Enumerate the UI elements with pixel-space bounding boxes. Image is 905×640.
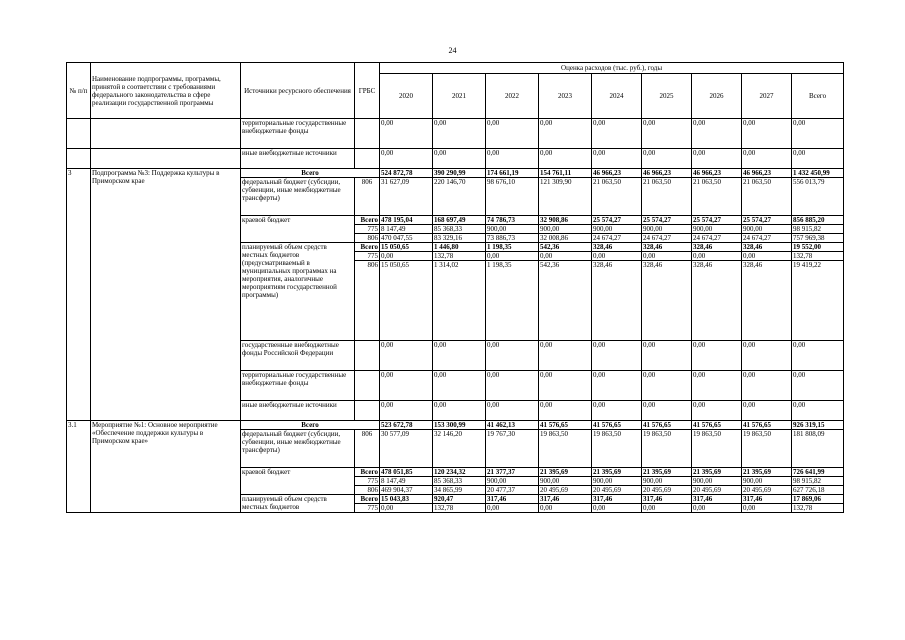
value-cell: 0,00 — [642, 149, 692, 169]
value-cell: 15 050,65 — [380, 243, 433, 252]
value-cell: 900,00 — [486, 225, 539, 234]
value-cell: 46 966,23 — [642, 169, 692, 178]
value-cell: 523 672,78 — [380, 421, 433, 430]
grbs-cell — [355, 401, 380, 421]
value-cell: 98 915,82 — [792, 225, 844, 234]
value-cell: 20 477,37 — [486, 486, 539, 495]
value-cell: 0,00 — [433, 341, 486, 371]
value-cell: 900,00 — [642, 225, 692, 234]
value-cell: 0,00 — [486, 341, 539, 371]
value-cell: 900,00 — [742, 477, 792, 486]
source-cell: краевой бюджет — [241, 468, 355, 495]
value-cell: 8 147,49 — [380, 477, 433, 486]
value-cell: 20 495,69 — [539, 486, 592, 495]
value-cell: 524 872,78 — [380, 169, 433, 178]
value-cell: 0,00 — [642, 401, 692, 421]
table-row — [67, 149, 844, 169]
value-cell: 0,00 — [792, 341, 844, 371]
value-cell: 20 495,69 — [592, 486, 642, 495]
header-source: Источники ресурсного обеспечения — [241, 63, 355, 119]
value-cell: 900,00 — [539, 225, 592, 234]
grbs-cell — [355, 149, 380, 169]
value-cell: 0,00 — [742, 119, 792, 149]
value-cell: 470 047,55 — [380, 234, 433, 243]
value-cell: 121 309,90 — [539, 178, 592, 216]
value-cell: 390 290,99 — [433, 169, 486, 178]
budget-table — [66, 62, 844, 513]
value-cell: 0,00 — [642, 341, 692, 371]
grbs-cell: 806 — [355, 430, 380, 468]
name-cell: Мероприятие №1: Основное мероприятие «Обеспечение поддержки культуры в Приморском крае» — [91, 421, 241, 513]
source-cell: иные внебюджетные источники — [241, 401, 355, 421]
value-cell: 132,78 — [792, 504, 844, 513]
value-cell: 0,00 — [692, 371, 742, 401]
value-cell: 328,46 — [742, 243, 792, 252]
total-label: Всего — [241, 169, 380, 178]
value-cell: 1 314,02 — [433, 261, 486, 341]
value-cell: 21 395,69 — [742, 468, 792, 477]
value-cell: 73 886,73 — [486, 234, 539, 243]
grbs-cell: 775 — [355, 477, 380, 486]
value-cell: 120 234,32 — [433, 468, 486, 477]
value-cell: 41 462,13 — [486, 421, 539, 430]
source-cell: территориальные государственные внебюджетные фонды — [241, 119, 355, 149]
num-cell: 3.1 — [67, 421, 91, 513]
value-cell: 24 674,27 — [692, 234, 742, 243]
value-cell: 25 574,27 — [592, 216, 642, 225]
value-cell: 24 674,27 — [642, 234, 692, 243]
value-cell: 0,00 — [486, 371, 539, 401]
value-cell: 926 319,15 — [792, 421, 844, 430]
value-cell: 0,00 — [380, 504, 433, 513]
value-cell: 0,00 — [692, 341, 742, 371]
value-cell: 0,00 — [486, 252, 539, 261]
value-cell: 920,47 — [433, 495, 486, 504]
value-cell: 21 395,69 — [539, 468, 592, 477]
value-cell: 317,46 — [692, 495, 742, 504]
value-cell: 153 300,99 — [433, 421, 486, 430]
value-cell: 0,00 — [539, 341, 592, 371]
value-cell: 46 966,23 — [692, 169, 742, 178]
value-cell: 627 726,18 — [792, 486, 844, 495]
table-row — [67, 119, 844, 149]
value-cell: 30 577,09 — [380, 430, 433, 468]
value-cell: 328,46 — [742, 261, 792, 341]
value-cell: 328,46 — [592, 261, 642, 341]
value-cell: 32 908,86 — [539, 216, 592, 225]
value-cell: 15 043,83 — [380, 495, 433, 504]
value-cell: 0,00 — [692, 252, 742, 261]
grbs-cell: 806 — [355, 178, 380, 216]
value-cell: 0,00 — [539, 119, 592, 149]
value-cell: 0,00 — [692, 504, 742, 513]
value-cell: 1 446,80 — [433, 243, 486, 252]
source-cell: иные внебюджетные источники — [241, 149, 355, 169]
value-cell: 31 627,09 — [380, 178, 433, 216]
value-cell: 1 432 450,99 — [792, 169, 844, 178]
source-cell: планируемый объем средств местных бюджетов — [241, 495, 355, 513]
grbs-cell: 806 — [355, 261, 380, 341]
value-cell: 181 808,09 — [792, 430, 844, 468]
value-cell: 0,00 — [642, 119, 692, 149]
value-cell: 0,00 — [642, 371, 692, 401]
value-cell: 0,00 — [642, 504, 692, 513]
header-estimate: Оценка расходов (тыс. руб.), годы — [380, 63, 844, 74]
value-cell: 21 063,50 — [592, 178, 642, 216]
value-cell: 0,00 — [792, 149, 844, 169]
value-cell: 85 368,33 — [433, 477, 486, 486]
num-cell — [67, 119, 91, 149]
value-cell: 132,78 — [792, 252, 844, 261]
value-cell: 0,00 — [433, 371, 486, 401]
name-cell: Подпрограмма №3: Поддержка культуры в Приморском крае — [91, 169, 241, 421]
value-cell: 32 146,20 — [433, 430, 486, 468]
value-cell: 317,46 — [486, 495, 539, 504]
source-cell: федеральный бюджет (субсидии, субвенции, иные межбюджетные трансферты) — [241, 178, 355, 216]
value-cell: 25 574,27 — [742, 216, 792, 225]
total-label: Всего — [241, 421, 380, 430]
value-cell: 19 863,50 — [539, 430, 592, 468]
value-cell: 19 863,50 — [642, 430, 692, 468]
value-cell: 19 863,50 — [592, 430, 642, 468]
grbs-cell: Всего — [355, 468, 380, 477]
value-cell: 0,00 — [592, 371, 642, 401]
value-cell: 46 966,23 — [742, 169, 792, 178]
value-cell: 478 195,04 — [380, 216, 433, 225]
value-cell: 19 767,30 — [486, 430, 539, 468]
value-cell: 317,46 — [592, 495, 642, 504]
value-cell: 24 674,27 — [592, 234, 642, 243]
value-cell: 41 576,65 — [742, 421, 792, 430]
value-cell: 41 576,65 — [592, 421, 642, 430]
value-cell: 19 419,22 — [792, 261, 844, 341]
value-cell: 0,00 — [592, 149, 642, 169]
grbs-cell — [355, 119, 380, 149]
value-cell: 0,00 — [792, 371, 844, 401]
grbs-cell — [355, 341, 380, 371]
value-cell: 0,00 — [433, 149, 486, 169]
value-cell: 21 395,69 — [642, 468, 692, 477]
value-cell: 0,00 — [380, 119, 433, 149]
value-cell: 25 574,27 — [692, 216, 742, 225]
num-cell — [67, 149, 91, 169]
header-year: 2020 — [380, 74, 433, 119]
value-cell: 478 051,85 — [380, 468, 433, 477]
table-row-total — [67, 169, 844, 178]
grbs-cell — [355, 371, 380, 401]
header-name: Наименование подпрограммы, программы, принятой в соответствии с требованиями федерального законодательства в сфере реализации государственной программы — [91, 63, 241, 119]
name-cell — [91, 119, 241, 149]
header-grbs: ГРБС — [355, 63, 380, 119]
value-cell: 83 329,16 — [433, 234, 486, 243]
value-cell: 0,00 — [486, 504, 539, 513]
value-cell: 168 697,49 — [433, 216, 486, 225]
value-cell: 21 377,37 — [486, 468, 539, 477]
value-cell: 317,46 — [742, 495, 792, 504]
value-cell: 0,00 — [380, 149, 433, 169]
source-cell: территориальные государственные внебюджетные фонды — [241, 371, 355, 401]
value-cell: 174 661,19 — [486, 169, 539, 178]
value-cell: 900,00 — [592, 225, 642, 234]
value-cell: 21 063,50 — [642, 178, 692, 216]
header-year: 2024 — [592, 74, 642, 119]
value-cell: 21 063,50 — [742, 178, 792, 216]
value-cell: 469 904,37 — [380, 486, 433, 495]
value-cell: 1 198,35 — [486, 261, 539, 341]
value-cell: 0,00 — [380, 341, 433, 371]
grbs-cell: 775 — [355, 504, 380, 513]
value-cell: 328,46 — [692, 261, 742, 341]
header-row — [67, 63, 844, 74]
grbs-cell: 806 — [355, 486, 380, 495]
header-year: 2023 — [539, 74, 592, 119]
grbs-cell: Всего — [355, 216, 380, 225]
value-cell: 19 552,00 — [792, 243, 844, 252]
value-cell: 900,00 — [642, 477, 692, 486]
header-year: Всего — [792, 74, 844, 119]
value-cell: 0,00 — [742, 371, 792, 401]
value-cell: 41 576,65 — [692, 421, 742, 430]
header-num: № п/п — [67, 63, 91, 119]
value-cell: 900,00 — [539, 477, 592, 486]
source-cell: краевой бюджет — [241, 216, 355, 243]
source-cell: планируемый объем средств местных бюджетов (предусматриваемый в муниципальных программах на мероприятия, аналогичные мероприятиям государственной программы) — [241, 243, 355, 341]
header-year: 2025 — [642, 74, 692, 119]
value-cell: 0,00 — [792, 119, 844, 149]
value-cell: 25 574,27 — [642, 216, 692, 225]
value-cell: 0,00 — [742, 504, 792, 513]
page-number: 24 — [448, 46, 457, 55]
value-cell: 0,00 — [433, 119, 486, 149]
value-cell: 0,00 — [742, 401, 792, 421]
value-cell: 32 008,86 — [539, 234, 592, 243]
grbs-cell: 775 — [355, 252, 380, 261]
value-cell: 0,00 — [742, 252, 792, 261]
value-cell: 317,46 — [539, 495, 592, 504]
header-year: 2021 — [433, 74, 486, 119]
value-cell: 0,00 — [380, 371, 433, 401]
value-cell: 0,00 — [692, 149, 742, 169]
value-cell: 1 198,35 — [486, 243, 539, 252]
value-cell: 8 147,49 — [380, 225, 433, 234]
value-cell: 542,36 — [539, 243, 592, 252]
value-cell: 0,00 — [792, 401, 844, 421]
value-cell: 220 146,70 — [433, 178, 486, 216]
value-cell: 0,00 — [433, 401, 486, 421]
value-cell: 0,00 — [592, 252, 642, 261]
value-cell: 0,00 — [692, 401, 742, 421]
value-cell: 757 969,38 — [792, 234, 844, 243]
value-cell: 0,00 — [486, 401, 539, 421]
value-cell: 15 050,65 — [380, 261, 433, 341]
value-cell: 0,00 — [592, 341, 642, 371]
value-cell: 328,46 — [692, 243, 742, 252]
value-cell: 34 865,99 — [433, 486, 486, 495]
header-year: 2026 — [692, 74, 742, 119]
value-cell: 0,00 — [380, 401, 433, 421]
value-cell: 0,00 — [592, 119, 642, 149]
value-cell: 0,00 — [692, 119, 742, 149]
value-cell: 20 495,69 — [642, 486, 692, 495]
value-cell: 98 676,10 — [486, 178, 539, 216]
source-cell: федеральный бюджет (субсидии, субвенции, иные межбюджетные трансферты) — [241, 430, 355, 468]
value-cell: 132,78 — [433, 504, 486, 513]
grbs-cell: 806 — [355, 234, 380, 243]
num-cell: 3 — [67, 169, 91, 421]
grbs-cell: 775 — [355, 225, 380, 234]
table-row-total — [67, 421, 844, 430]
value-cell: 856 885,20 — [792, 216, 844, 225]
value-cell: 20 495,69 — [742, 486, 792, 495]
value-cell: 19 863,50 — [692, 430, 742, 468]
value-cell: 21 063,50 — [692, 178, 742, 216]
value-cell: 85 368,33 — [433, 225, 486, 234]
value-cell: 41 576,65 — [642, 421, 692, 430]
value-cell: 0,00 — [642, 252, 692, 261]
value-cell: 900,00 — [592, 477, 642, 486]
grbs-cell: Всего — [355, 495, 380, 504]
value-cell: 317,46 — [642, 495, 692, 504]
value-cell: 41 576,65 — [539, 421, 592, 430]
grbs-cell: Всего — [355, 243, 380, 252]
value-cell: 726 641,99 — [792, 468, 844, 477]
value-cell: 0,00 — [380, 252, 433, 261]
value-cell: 98 915,82 — [792, 477, 844, 486]
value-cell: 900,00 — [692, 225, 742, 234]
value-cell: 0,00 — [539, 504, 592, 513]
value-cell: 0,00 — [539, 371, 592, 401]
value-cell: 17 869,06 — [792, 495, 844, 504]
source-cell: государственные внебюджетные фонды Российской Федерации — [241, 341, 355, 371]
value-cell: 556 013,79 — [792, 178, 844, 216]
value-cell: 0,00 — [539, 149, 592, 169]
value-cell: 328,46 — [642, 261, 692, 341]
value-cell: 0,00 — [592, 401, 642, 421]
value-cell: 21 395,69 — [592, 468, 642, 477]
value-cell: 0,00 — [592, 504, 642, 513]
value-cell: 46 966,23 — [592, 169, 642, 178]
value-cell: 900,00 — [692, 477, 742, 486]
value-cell: 900,00 — [742, 225, 792, 234]
value-cell: 0,00 — [742, 341, 792, 371]
value-cell: 19 863,50 — [742, 430, 792, 468]
value-cell: 21 395,69 — [692, 468, 742, 477]
value-cell: 154 761,11 — [539, 169, 592, 178]
value-cell: 132,78 — [433, 252, 486, 261]
value-cell: 74 786,73 — [486, 216, 539, 225]
value-cell: 20 495,69 — [692, 486, 742, 495]
name-cell — [91, 149, 241, 169]
value-cell: 328,46 — [642, 243, 692, 252]
value-cell: 0,00 — [742, 149, 792, 169]
header-year: 2022 — [486, 74, 539, 119]
value-cell: 24 674,27 — [742, 234, 792, 243]
value-cell: 0,00 — [539, 401, 592, 421]
value-cell: 328,46 — [592, 243, 642, 252]
value-cell: 0,00 — [486, 149, 539, 169]
value-cell: 0,00 — [539, 252, 592, 261]
value-cell: 542,36 — [539, 261, 592, 341]
header-year: 2027 — [742, 74, 792, 119]
value-cell: 0,00 — [486, 119, 539, 149]
value-cell: 900,00 — [486, 477, 539, 486]
